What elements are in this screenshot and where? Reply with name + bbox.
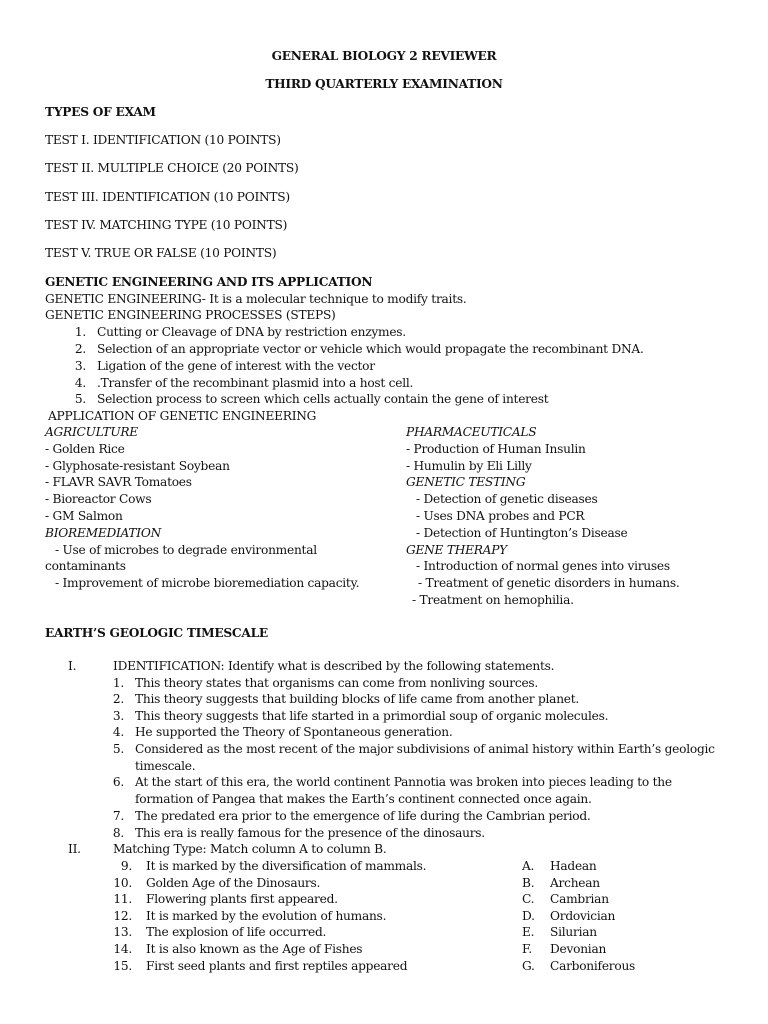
question-text: The predated era prior to the emergence of life during the Cambrian period. [135, 809, 591, 823]
match-answer: Ordovician [550, 909, 616, 923]
question-text-continued: timescale. [135, 759, 196, 773]
question-text: This theory states that organisms can come from nonliving sources. [135, 676, 539, 690]
match-text: The explosion of life occurred. [146, 925, 327, 939]
step-text: Ligation of the gene of interest with the vector [97, 359, 375, 373]
step-text: Selection process to screen which cells actually contain the gene of interest [97, 392, 549, 406]
question-text: At the start of this era, the world continent Pannotia was broken into pieces leading to the [135, 775, 672, 789]
test-item: TEST III. IDENTIFICATION (10 POINTS) [45, 190, 290, 204]
step-text: Cutting or Cleavage of DNA by restriction enzymes. [97, 325, 406, 339]
pharmaceuticals-label: PHARMACEUTICALS [406, 425, 537, 439]
agriculture-item: - Bioreactor Cows [45, 492, 152, 506]
match-answer: Devonian [550, 942, 607, 956]
gene-therapy-item: - Introduction of normal genes into viruses [416, 559, 670, 573]
agriculture-label: AGRICULTURE [45, 425, 138, 439]
question-number: 7. [112, 809, 124, 823]
question-number: 4. [112, 725, 124, 739]
question-text: This theory suggests that building blocks of life came from another planet. [135, 692, 580, 706]
step-number: 2. [74, 342, 86, 356]
match-letter: C. [522, 892, 535, 906]
gene-therapy-label: GENE THERAPY [406, 543, 507, 557]
match-text: Flowering plants first appeared. [146, 892, 338, 906]
match-letter: D. [522, 909, 535, 923]
bioremediation-label: BIOREMEDIATION [45, 526, 162, 540]
step-text: .Transfer of the recombinant plasmid into a host cell. [97, 376, 414, 390]
question-number: 5. [112, 742, 124, 756]
part-two-instruction: Matching Type: Match column A to column B. [113, 842, 387, 856]
step-number: 1. [74, 325, 86, 339]
processes-heading: GENETIC ENGINEERING PROCESSES (STEPS) [45, 308, 336, 322]
document-subtitle: THIRD QUARTERLY EXAMINATION [265, 77, 503, 91]
document-title: GENERAL BIOLOGY 2 REVIEWER [271, 49, 497, 63]
match-number: 10. [113, 876, 132, 890]
pharmaceuticals-item: - Production of Human Insulin [406, 442, 586, 456]
match-number: 14. [113, 942, 132, 956]
test-item: TEST I. IDENTIFICATION (10 POINTS) [45, 133, 281, 147]
match-letter: G. [522, 959, 535, 973]
part-one-numeral: I. [68, 659, 77, 673]
test-item: TEST IV. MATCHING TYPE (10 POINTS) [45, 218, 288, 232]
step-text: Selection of an appropriate vector or vehicle which would propagate the recombinant DNA. [97, 342, 644, 356]
genetic-testing-label: GENETIC TESTING [406, 475, 526, 489]
question-number: 1. [112, 676, 124, 690]
genetic-engineering-heading: GENETIC ENGINEERING AND ITS APPLICATION [45, 275, 373, 289]
question-number: 2. [112, 692, 124, 706]
question-number: 8. [112, 826, 124, 840]
bioremediation-item: contaminants [45, 559, 126, 573]
test-item: TEST II. MULTIPLE CHOICE (20 POINTS) [45, 161, 299, 175]
question-number: 6. [112, 775, 124, 789]
match-text: Golden Age of the Dinosaurs. [146, 876, 321, 890]
pharmaceuticals-item: - Humulin by Eli Lilly [406, 459, 532, 473]
part-two-numeral: II. [68, 842, 81, 856]
bioremediation-item: - Use of microbes to degrade environmental [55, 543, 317, 557]
question-text: Considered as the most recent of the major subdivisions of animal history within Earth’s geologic [135, 742, 715, 756]
match-text: It is also known as the Age of Fishes [146, 942, 363, 956]
bioremediation-item: - Improvement of microbe bioremediation capacity. [55, 576, 360, 590]
match-answer: Cambrian [550, 892, 609, 906]
match-answer: Carboniferous [550, 959, 636, 973]
match-letter: A. [522, 859, 535, 873]
question-text-continued: formation of Pangea that makes the Earth’s continent connected once again. [135, 792, 592, 806]
types-of-exam-heading: TYPES OF EXAM [45, 105, 156, 119]
match-number: 15. [113, 959, 132, 973]
step-number: 5. [74, 392, 86, 406]
part-one-instruction: IDENTIFICATION: Identify what is described by the following statements. [113, 659, 555, 673]
match-text: It is marked by the evolution of humans. [146, 909, 387, 923]
question-number: 3. [112, 709, 124, 723]
step-number: 4. [74, 376, 86, 390]
geologic-timescale-heading: EARTH’S GEOLOGIC TIMESCALE [45, 626, 268, 640]
match-text: It is marked by the diversification of mammals. [146, 859, 427, 873]
test-item: TEST V. TRUE OR FALSE (10 POINTS) [45, 246, 277, 260]
match-answer: Silurian [550, 925, 597, 939]
agriculture-item: - FLAVR SAVR Tomatoes [45, 475, 192, 489]
genetic-engineering-definition: GENETIC ENGINEERING- It is a molecular technique to modify traits. [45, 292, 467, 306]
step-number: 3. [74, 359, 86, 373]
agriculture-item: - Golden Rice [45, 442, 125, 456]
question-text: He supported the Theory of Spontaneous generation. [135, 725, 453, 739]
genetic-testing-item: - Detection of Huntington’s Disease [416, 526, 628, 540]
match-text: First seed plants and first reptiles appeared [146, 959, 408, 973]
match-answer: Archean [550, 876, 600, 890]
match-letter: F. [522, 942, 532, 956]
genetic-testing-item: - Uses DNA probes and PCR [416, 509, 585, 523]
agriculture-item: - Glyphosate-resistant Soybean [45, 459, 230, 473]
match-letter: E. [522, 925, 535, 939]
application-heading: APPLICATION OF GENETIC ENGINEERING [48, 409, 317, 423]
question-text: This era is really famous for the presence of the dinosaurs. [135, 826, 485, 840]
question-text: This theory suggests that life started in a primordial soup of organic molecules. [135, 709, 609, 723]
gene-therapy-item: - Treatment of genetic disorders in humans. [418, 576, 680, 590]
match-number: 12. [113, 909, 132, 923]
match-number: 11. [113, 892, 132, 906]
match-number: 9. [120, 859, 132, 873]
match-letter: B. [522, 876, 535, 890]
genetic-testing-item: - Detection of genetic diseases [416, 492, 598, 506]
agriculture-item: - GM Salmon [45, 509, 123, 523]
match-answer: Hadean [550, 859, 597, 873]
gene-therapy-item: - Treatment on hemophilia. [412, 593, 574, 607]
match-number: 13. [113, 925, 132, 939]
